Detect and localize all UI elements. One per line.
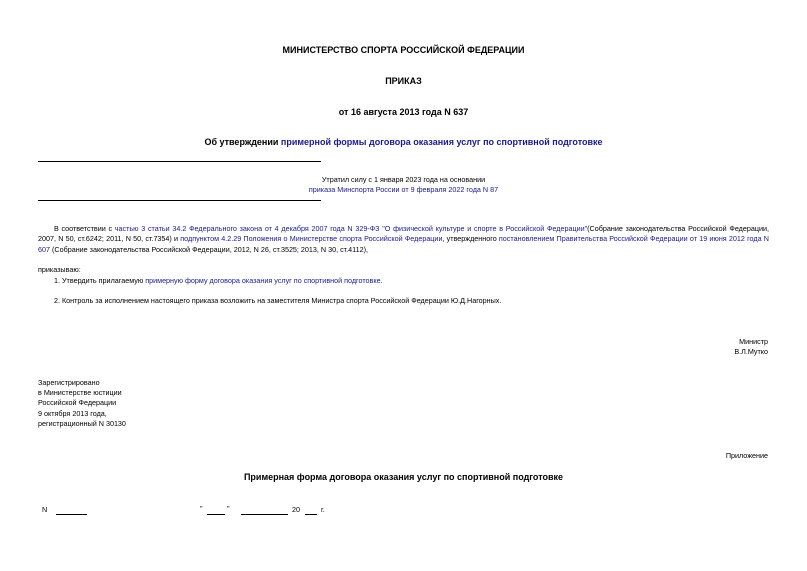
preamble-text-4: (Собрание законодательства Российской Федерации, 2012, N 26, ст.3525; 2013, N 30, ст.4112), [50, 244, 369, 254]
doc-type-heading: ПРИКАЗ [385, 76, 422, 86]
order-item-1 [54, 276, 383, 286]
form-quote-close: " [227, 504, 230, 513]
divider-top [38, 161, 321, 162]
order-item-2: 2. Контроль за исполнением настоящего приказа возложить на заместителя Министра спорта Российской Федерации Ю.Д.Нагорных. [54, 296, 502, 305]
title-prefix: Об утверждении [204, 137, 281, 147]
form-number-label: N [42, 505, 48, 514]
ministry-heading: МИНИСТЕРСТВО СПОРТА РОССИЙСКОЙ ФЕДЕРАЦИИ [282, 45, 525, 55]
government-decree-link[interactable]: постановлением Правительства Российской Федерации от 19 июня 2012 года N 607 [38, 234, 769, 254]
page-title [0, 137, 807, 147]
federal-law-link[interactable]: частью 3 статьи 34.2 Федерального закона от 4 декабря 2007 года N 329-ФЗ "О физической культуре и спорте в Российской Федерации" [114, 224, 588, 233]
order-item-1-prefix: 1. Утвердить прилагаемую [54, 276, 146, 285]
form-year-blank[interactable] [305, 507, 317, 515]
doc-date-number: от 16 августа 2013 года N 637 [338, 107, 469, 117]
order-item-1-suffix: . [380, 276, 383, 285]
form-year-suffix: г. [321, 505, 325, 514]
registration-line-1: Зарегистрировано [38, 378, 100, 387]
appendix-label: Приложение [725, 451, 768, 460]
title-link[interactable]: примерной формы договора оказания услуг по спортивной подготовке [280, 137, 603, 147]
form-day-blank[interactable] [207, 507, 225, 515]
form-number-blank[interactable] [56, 507, 87, 515]
preamble-paragraph [38, 224, 769, 255]
preamble-text-2: (Собрание законодательства Российской Федерации, 2007, N 50, ст.6242; 2011, N 50, ст.7354) и [38, 224, 770, 244]
form-quote-open: " [200, 504, 203, 513]
registration-line-4: 9 октября 2013 года, [38, 409, 107, 418]
registration-line-5: регистрационный N 30130 [38, 419, 126, 428]
status-link-row [0, 185, 807, 194]
repeal-order-link[interactable]: приказа Минспорта России от 9 февраля 2022 года N 87 [308, 185, 499, 194]
preamble-text-1: В соответствии с [54, 224, 115, 233]
registration-line-2: в Министерстве юстиции [38, 388, 122, 397]
approved-form-link[interactable]: примерную форму договора оказания услуг по спортивной подготовке [145, 276, 381, 285]
order-word: приказываю: [38, 265, 81, 274]
signature-name: В.Л.Мутко [734, 347, 768, 356]
divider-bottom [38, 200, 321, 201]
form-year-prefix: 20 [292, 505, 300, 514]
regulation-link[interactable]: подпунктом 4.2.29 Положения о Министерстве спорта Российской Федерации [180, 234, 443, 244]
form-month-blank[interactable] [241, 507, 288, 515]
preamble-text-3: , утвержденного [442, 234, 499, 244]
status-text: Утратил силу с 1 января 2023 года на основании [321, 175, 486, 184]
registration-line-3: Российской Федерации [38, 398, 117, 407]
appendix-title: Примерная форма договора оказания услуг по спортивной подготовке [243, 472, 564, 482]
signature-position: Министр [739, 337, 768, 346]
